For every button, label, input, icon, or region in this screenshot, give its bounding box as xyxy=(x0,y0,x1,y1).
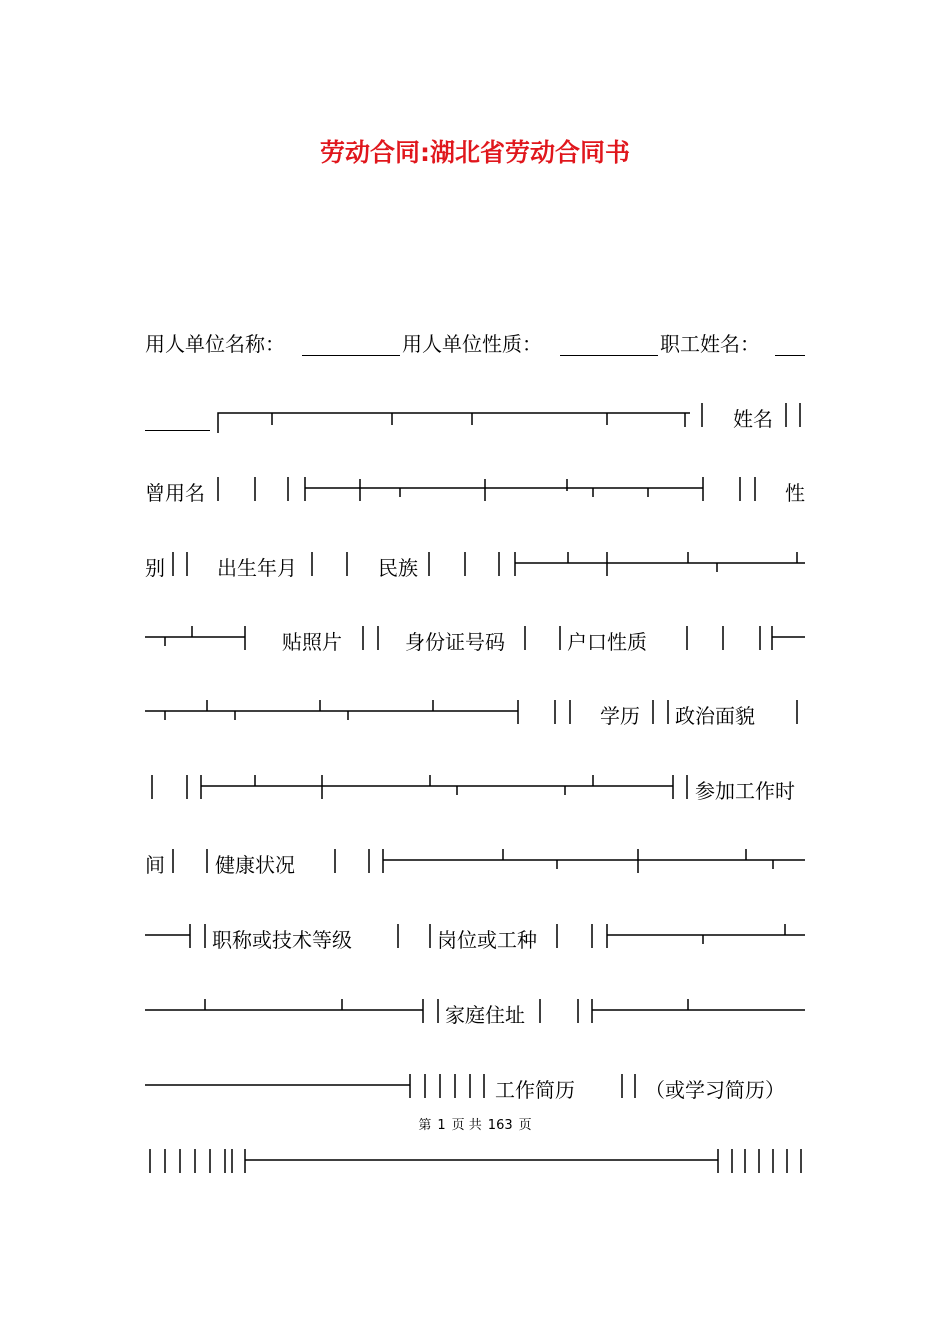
title-grade-label: 职称或技术等级 xyxy=(212,928,352,952)
table-border-rule xyxy=(145,1139,805,1179)
id-number-label: 身份证号码 xyxy=(405,630,505,654)
table-border-rule xyxy=(145,393,805,433)
page-footer xyxy=(0,1114,950,1133)
employee-name-label: 职工姓名： xyxy=(660,332,760,356)
gender-label-part1: 性 xyxy=(785,481,805,505)
table-border-rule xyxy=(145,467,805,507)
address-label: 家庭住址 xyxy=(445,1003,525,1027)
form-line-12 xyxy=(145,1139,805,1179)
hukou-type-label: 户口性质 xyxy=(567,630,647,654)
form-line-10 xyxy=(145,989,805,1029)
photo-label: 贴照片 xyxy=(282,630,342,654)
page-number: 1 xyxy=(437,1118,446,1133)
work-start-label-part1: 参加工作时 xyxy=(695,779,795,803)
health-label: 健康状况 xyxy=(215,853,295,877)
total-pages: 163 xyxy=(487,1118,513,1133)
work-start-label-part2: 间 xyxy=(145,853,165,877)
footer-prefix: 第 xyxy=(418,1118,432,1133)
form-line-11 xyxy=(145,1064,805,1104)
form-line-4 xyxy=(145,542,805,582)
form-line-1 xyxy=(145,318,805,358)
form-line-2 xyxy=(145,393,805,433)
footer-mid: 页 共 xyxy=(451,1118,482,1133)
education-label: 学历 xyxy=(600,704,640,728)
political-status-label: 政治面貌 xyxy=(675,704,755,728)
former-name-label: 曾用名 xyxy=(145,481,205,505)
study-history-label: （或学习简历） xyxy=(645,1078,785,1102)
birth-date-label: 出生年月 xyxy=(217,556,297,580)
work-history-label: 工作简历 xyxy=(495,1078,575,1102)
form-line-3 xyxy=(145,467,805,507)
form-line-6 xyxy=(145,690,805,730)
employer-name-label: 用人单位名称： xyxy=(145,332,285,356)
footer-suffix: 页 xyxy=(518,1118,532,1133)
form-line-8 xyxy=(145,839,805,879)
employer-type-label: 用人单位性质： xyxy=(402,332,542,356)
form-line-7 xyxy=(145,765,805,805)
document-title: 劳动合同:湖北省劳动合同书 xyxy=(320,138,630,167)
name-label: 姓名 xyxy=(733,407,773,431)
employer-name-blank xyxy=(302,337,400,356)
employer-type-blank xyxy=(560,337,658,356)
position-label: 岗位或工种 xyxy=(437,928,537,952)
gender-label-part2: 别 xyxy=(145,556,165,580)
employee-name-blank xyxy=(775,337,805,356)
form-line-5 xyxy=(145,616,805,656)
form-line-9 xyxy=(145,914,805,954)
ethnicity-label: 民族 xyxy=(378,556,418,580)
